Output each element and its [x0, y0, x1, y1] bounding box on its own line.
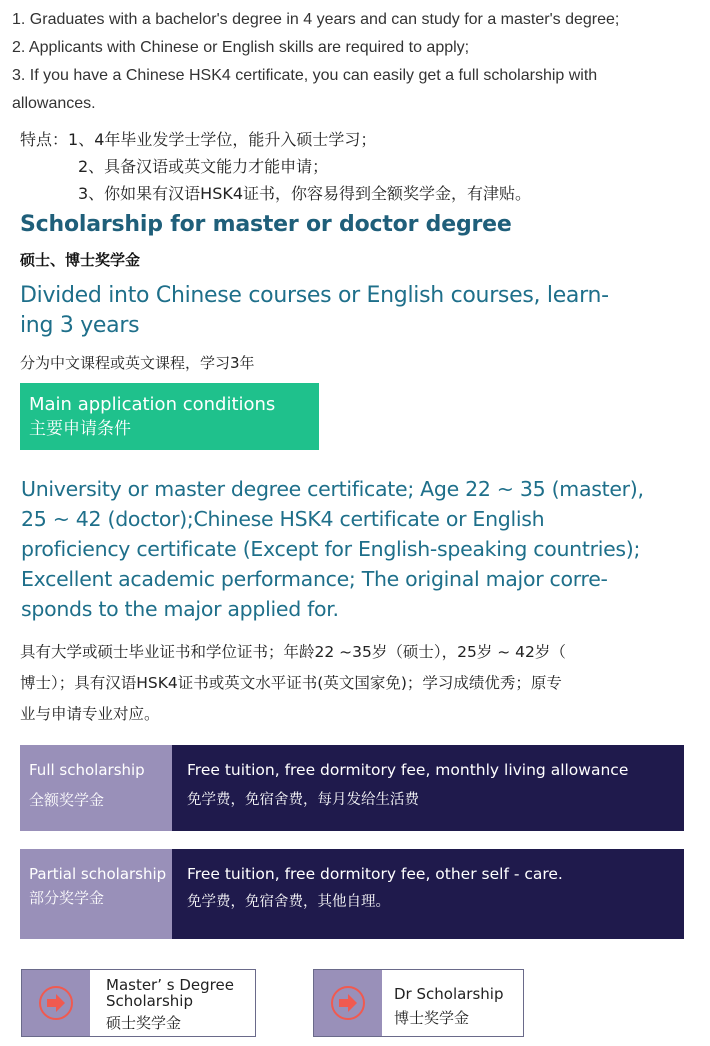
masters-icon-cell — [22, 970, 90, 1036]
dr-link-title-cn: 博士奖学金 — [394, 1009, 470, 1027]
conditions-cn-line-1: 具有大学或硕士毕业证书和学位证书；年龄22 ~35岁（硕士），25岁 ~ 42岁（ — [20, 643, 566, 661]
scholarship-title-cn: 硕士、博士奖学金 — [20, 251, 141, 269]
full-scholarship-desc: Free tuition, free dormitory fee, monthly living allowance — [187, 761, 629, 779]
full-scholarship-label-cn: 全额奖学金 — [29, 791, 105, 809]
full-scholarship-desc-cn: 免学费，免宿舍费，每月发给生活费 — [187, 792, 419, 808]
dr-scholarship-link[interactable] — [313, 969, 524, 1037]
conditions-en-line-2: 25 ~ 42 (doctor);Chinese HSK4 certificate or English — [21, 507, 545, 531]
conditions-english — [21, 474, 701, 624]
intro-english — [12, 6, 708, 118]
intro-chinese — [20, 126, 531, 207]
masters-link-text — [90, 970, 255, 1036]
intro-line-1: 1. Graduates with a bachelor's degree in 4 years and can study for a master's degree; — [12, 11, 620, 28]
conditions-cn-line-2: 博士）；具有汉语HSK4证书或英文水平证书(英文国家免)；学习成绩优秀；原专 — [20, 674, 562, 692]
dr-link-title: Dr Scholarship — [394, 985, 504, 1003]
intro-line-2: 2. Applicants with Chinese or English skills are required to apply; — [12, 39, 470, 56]
red-circle-arrow-icon — [330, 985, 366, 1021]
partial-scholarship-label-cell — [20, 849, 172, 939]
intro-line-3: 3. If you have a Chinese HSK4 certificate, you can easily get a full scholarship with — [12, 67, 598, 84]
conditions-cn-line-3: 业与申请专业对应。 — [20, 705, 160, 723]
full-scholarship-band — [20, 745, 684, 831]
feature-item-3: 3、你如果有汉语HSK4证书，你容易得到全额奖学金，有津贴。 — [78, 184, 532, 203]
masters-link-title-2: Scholarship — [106, 992, 193, 1010]
partial-scholarship-desc: Free tuition, free dormitory fee, other self - care. — [187, 865, 563, 883]
conditions-en-line-1: University or master degree certificate; Age 22 ~ 35 (master), — [21, 477, 644, 501]
courses-description-line-1: Divided into Chinese courses or English courses, learn- — [20, 283, 609, 308]
full-scholarship-label: Full scholarship — [29, 761, 145, 779]
conditions-chinese — [20, 637, 680, 730]
masters-link-title-1: Master’ s Degree — [106, 976, 234, 994]
dr-link-text — [382, 970, 523, 1036]
conditions-heading-box — [20, 383, 319, 450]
full-scholarship-desc-cell — [172, 745, 684, 831]
partial-scholarship-desc-cell — [172, 849, 684, 939]
courses-description — [20, 281, 680, 341]
partial-scholarship-desc-cn: 免学费，免宿舍费，其他自理。 — [187, 894, 390, 910]
masters-link-title-cn: 硕士奖学金 — [106, 1014, 182, 1032]
features-label: 特点： — [20, 130, 69, 149]
conditions-en-line-5: sponds to the major applied for. — [21, 597, 339, 621]
partial-scholarship-label: Partial scholarship — [29, 865, 167, 883]
conditions-heading-cn: 主要申请条件 — [29, 419, 131, 439]
courses-description-line-2: ing 3 years — [20, 313, 140, 338]
feature-item-2: 2、具备汉语或英文能力才能申请； — [78, 157, 329, 176]
intro-line-4: allowances. — [12, 95, 96, 112]
dr-icon-cell — [314, 970, 382, 1036]
courses-description-cn: 分为中文课程或英文课程，学习3年 — [20, 354, 255, 372]
scholarship-title: Scholarship for master or doctor degree — [20, 212, 512, 237]
conditions-en-line-4: Excellent academic performance; The original major corre- — [21, 567, 608, 591]
feature-item-1: 1、4年毕业发学士学位，能升入硕士学习； — [68, 130, 377, 149]
conditions-en-line-3: proficiency certificate (Except for English-speaking countries); — [21, 537, 641, 561]
partial-scholarship-band — [20, 849, 684, 939]
full-scholarship-label-cell — [20, 745, 172, 831]
partial-scholarship-label-cn: 部分奖学金 — [29, 889, 105, 907]
red-circle-arrow-icon — [38, 985, 74, 1021]
masters-scholarship-link[interactable] — [21, 969, 256, 1037]
conditions-heading-en: Main application conditions — [29, 394, 276, 415]
